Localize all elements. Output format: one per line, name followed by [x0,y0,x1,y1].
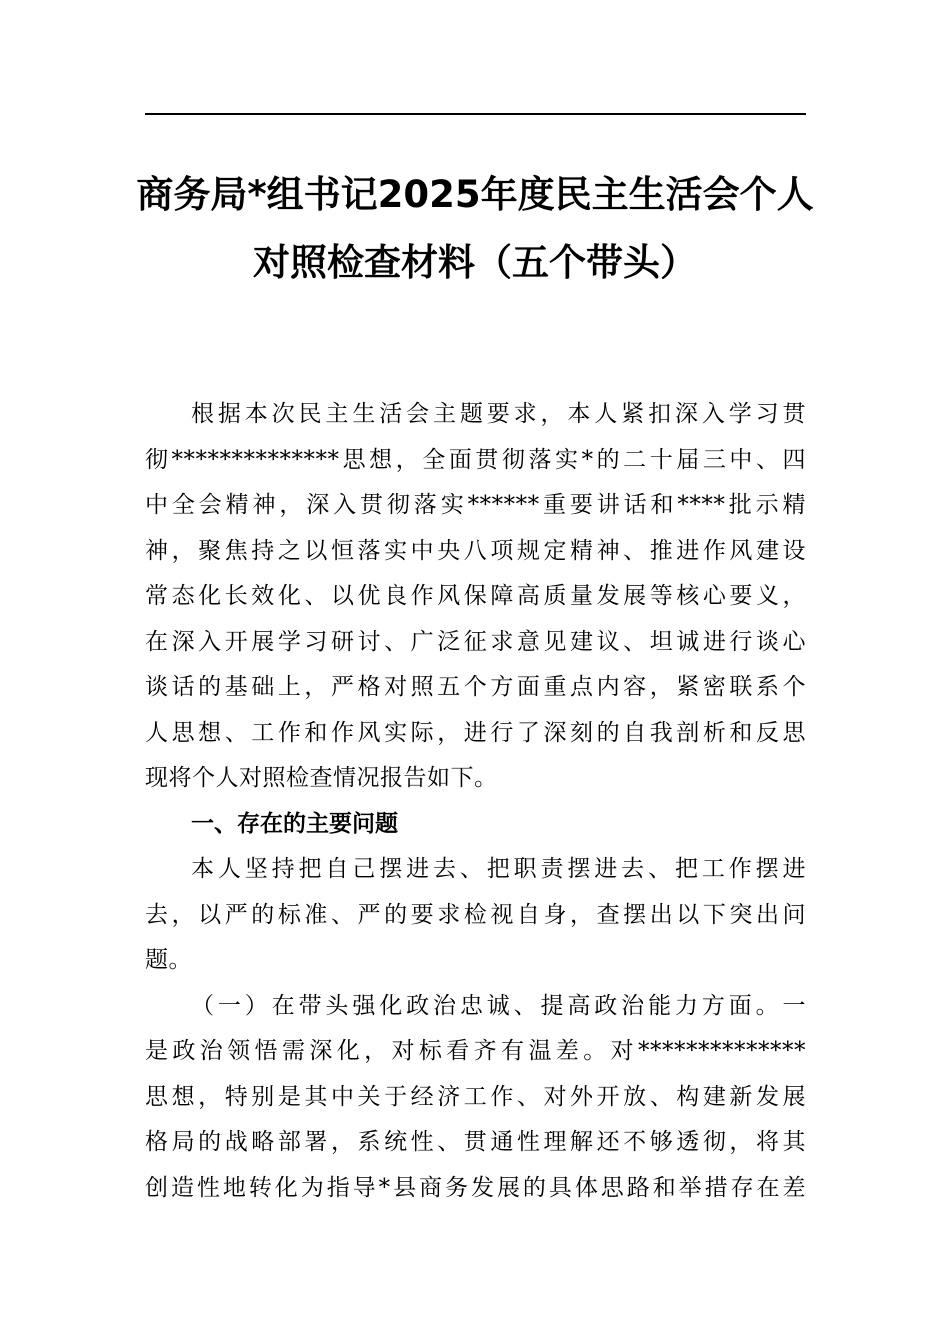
section-1-line-2: 去，以严的标准、严的要求检视自身，查摆出以下突出问 [145,901,806,928]
intro-line-9: 现将个人对照检查情况报告如下。 [145,765,498,791]
intro-line-7: 谈话的基础上，严格对照五个方面重点内容，紧密联系个 [145,674,806,700]
intro-paragraph [145,392,806,802]
subsection-1-line-3: 思想，特别是其中关于经济工作、对外开放、构建新发展 [145,1083,806,1110]
intro-line-6: 在深入开展学习研讨、广泛征求意见建议、坦诚进行谈心 [145,628,806,655]
subsection-1-line-4: 格局的战略部署，系统性、贯通性理解还不够透彻，将其 [145,1129,806,1155]
section-1-line-1: 本人坚持把自己摆进去、把职责摆进去、把工作摆进 [191,856,806,882]
section-1-line-3: 题。 [145,947,192,973]
document-title-line-1: 商务局*组书记2025年度民主生活会个人 [136,173,814,216]
subsection-1-line-1: （一）在带头强化政治忠诚、提高政治能力方面。一 [191,992,806,1019]
subsection-1-line-5: 创造性地转化为指导*县商务发展的具体思路和举措存在差 [145,1174,806,1201]
intro-line-5: 常态化长效化、以优良作风保障高质量发展等核心要义， [145,583,806,609]
document-title-line-2: 对照检查材料（五个带头） [253,241,697,284]
document-body [145,392,806,1211]
intro-line-3: 中全会精神，深入贯彻落实******重要讲话和****批示精 [145,492,806,518]
header-rule [145,113,806,115]
intro-line-8: 人思想、工作和作风实际，进行了深刻的自我剖析和反思 [145,719,806,746]
subsection-1-line-2: 是政治领悟需深化，对标看齐有温差。对************** [145,1038,806,1064]
intro-line-2: 彻**************思想，全面贯彻落实*的二十届三中、四 [145,446,806,473]
intro-line-4: 神，聚焦持之以恒落实中央八项规定精神、推进作风建设 [145,537,806,564]
section-1-paragraph [145,847,806,984]
subsection-1-paragraph [145,984,806,1212]
intro-line-1: 根据本次民主生活会主题要求，本人紧扣深入学习贯 [191,401,806,427]
section-1-heading: 一、存在的主要问题 [191,810,398,837]
